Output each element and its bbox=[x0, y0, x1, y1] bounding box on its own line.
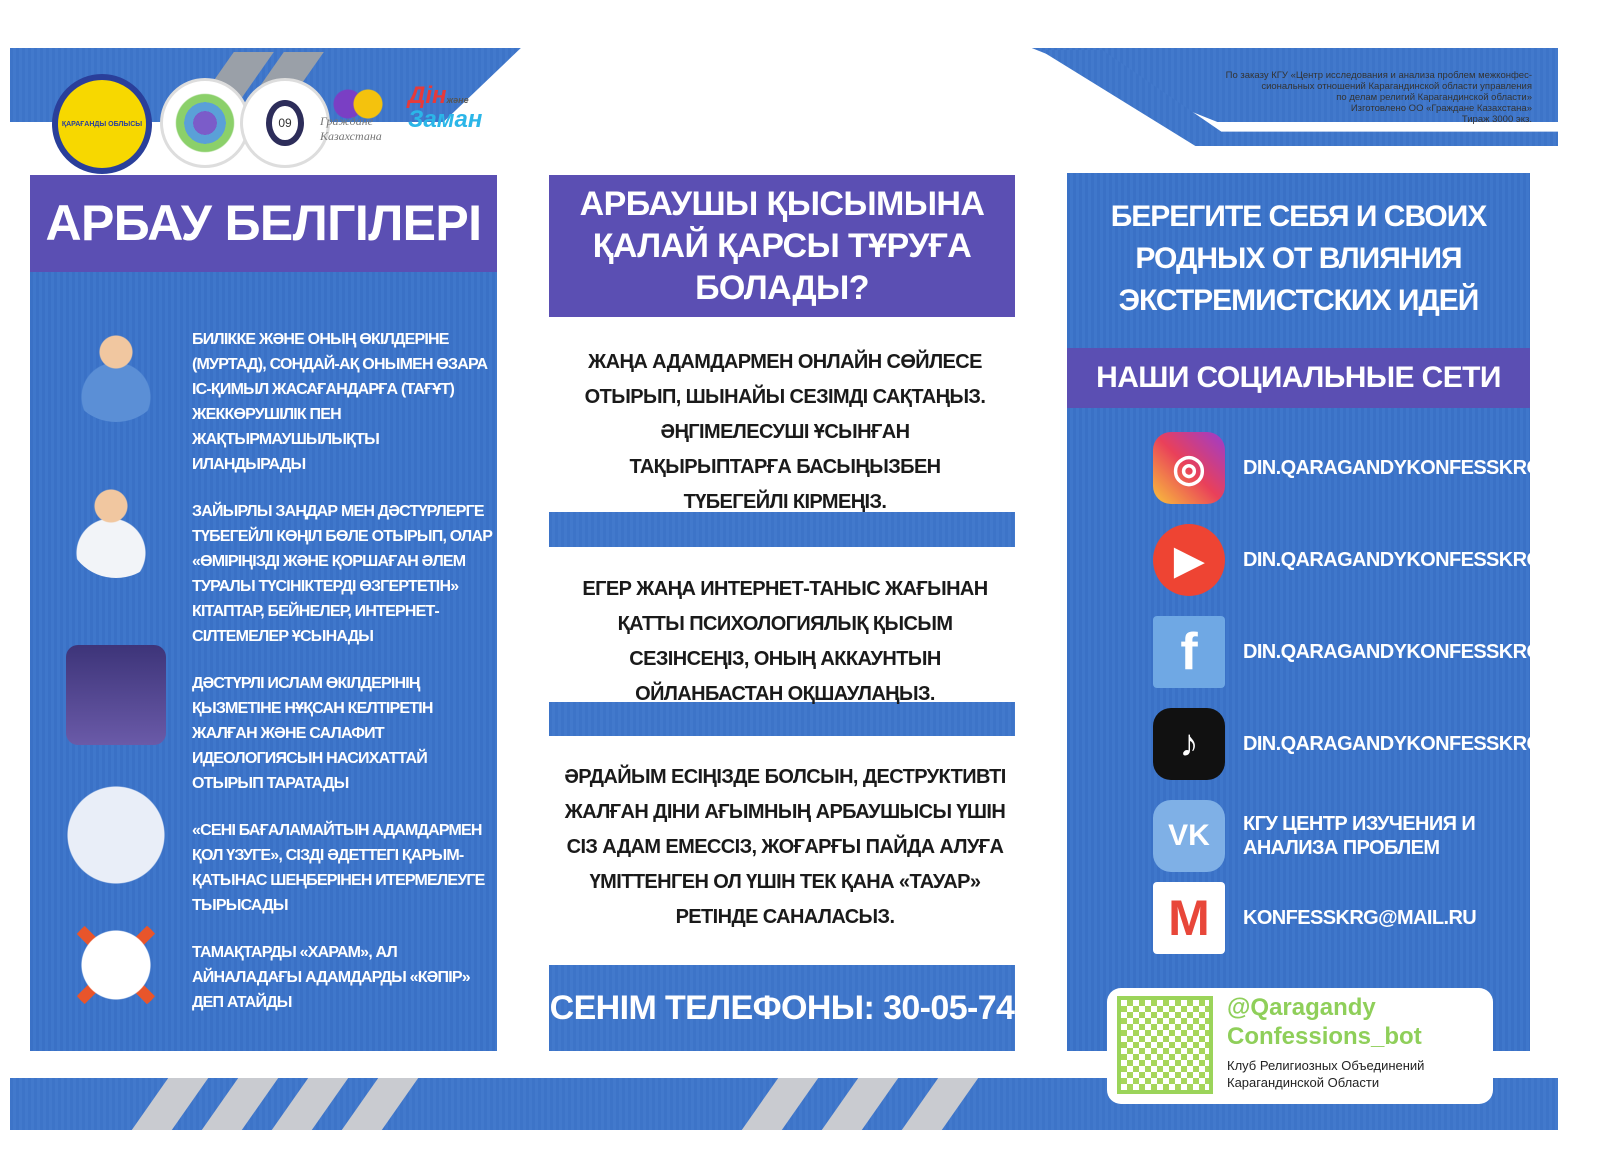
youtube-icon: ▶ bbox=[1153, 524, 1225, 596]
social-link-instagram[interactable]: ◎ DIN.QARAGANDYKONFESSKRG bbox=[1153, 432, 1541, 504]
left-title: АРБАУ БЕЛГІЛЕРІ bbox=[30, 175, 497, 272]
no-food-icon bbox=[66, 915, 166, 1015]
advice-block: ӘРДАЙЫМ ЕСІҢІЗДЕ БОЛСЫН, ДЕСТРУКТИВТІ ЖАЛҒАН ДІНИ АҒЫМНЫҢ АРБАУШЫСЫ ҮШІН СІЗ АДАМ ЕМЕССІЗ, ЖОҒАРҒЫ ПАЙДА АЛУҒА ҮМІТТЕНГЕН ОЛ ҮШІН ТЕК ҚАНА «ТАУАР» РЕТІНДЕ САНАЛАСЫЗ. bbox=[564, 766, 1006, 928]
karaganda-region-emblem: ҚАРАҒАНДЫ ОБЛЫСЫ bbox=[52, 74, 152, 174]
social-link-youtube[interactable]: ▶ DIN.QARAGANDYKONFESSKRG bbox=[1153, 524, 1541, 596]
social-link-facebook[interactable]: f DIN.QARAGANDYKONFESSKRG bbox=[1153, 616, 1541, 688]
network-logo: 09 bbox=[240, 78, 330, 168]
family-illustration bbox=[66, 785, 166, 885]
social-link-email[interactable]: M KONFESSKRG@MAIL.RU bbox=[1153, 882, 1476, 954]
sign-item: ЗАЙЫРЛЫ ЗАҢДАР МЕН ДӘСТҮРЛЕРГЕ ТҮБЕГЕЙЛІ КӨҢІЛ БӨЛЕ ОТЫРЫП, ОЛАР «ӨМІРІҢІЗДІ ЖӘНЕ ҚОРШАҒАН ӘЛЕМ ТУРАЛЫ ТҮСІНІКТЕРДІ ӨЗГЕРТЕТІН» КІТАПТАР, БЕЙНЕЛЕР, ИНТЕРНЕТ-СІЛТЕМЕЛЕР ҰСЫНАДЫ bbox=[192, 503, 493, 645]
facebook-icon: f bbox=[1153, 616, 1225, 688]
bot-caption: Карагандинской Области bbox=[1227, 1075, 1380, 1090]
middle-title: АРБАУШЫ ҚЫСЫМЫНА ҚАЛАЙ ҚАРСЫ ТҰРУҒА БОЛАДЫ? bbox=[549, 175, 1015, 317]
sign-item: ДӘСТҮРЛІ ИСЛАМ ӨКІЛДЕРІНІҢ ҚЫЗМЕТІНЕ НҰҚСАН КЕЛТІРЕТІН ЖАЛҒАН ЖӘНЕ САЛАФИТ ИДЕОЛОГИЯСЫН НАСИХАТТАЙ ОТЫРЫП ТАРАТАДЫ bbox=[192, 675, 433, 792]
officer-illustration bbox=[66, 322, 166, 422]
gmail-icon: M bbox=[1153, 882, 1225, 954]
sign-item: «СЕНІ БАҒАЛАМАЙТЫН АДАМДАРМЕН ҚОЛ ҮЗУГЕ», СІЗДІ ӘДЕТТЕГІ ҚАРЫМ-ҚАТЫНАС ШЕҢБЕРІНЕН ИТЕРМЕЛЕУГЕ ТЫРЫСАДЫ bbox=[192, 822, 485, 914]
man-illustration bbox=[66, 478, 166, 578]
advice-block: ЖАҢА АДАМДАРМЕН ОНЛАЙН СӨЙЛЕСЕ ОТЫРЫП, ШЫНАЙЫ СЕЗІМДІ САҚТАҢЫЗ. ӘҢГІМЕЛЕСУШІ ҰСЫНҒАН ТАҚЫРЫПТАРҒА БАСЫҢЫЗБЕН ТҮБЕГЕЙЛІ КІРМЕҢІЗ. bbox=[584, 351, 986, 513]
sign-item: ТАМАҚТАРДЫ «ХАРАМ», АЛ АЙНАЛАДАҒЫ АДАМДАРДЫ «КӘПІР» ДЕП АТАЙДЫ bbox=[192, 944, 470, 1011]
trust-phone: СЕНІМ ТЕЛЕФОНЫ: 30-05-74 bbox=[549, 965, 1015, 1051]
imprint: По заказу КГУ «Центр исследования и анализа проблем межконфес- сиональных отношений Карагандинской области управления по делам религий Карагандинской области» Изготовлено ОО «Граждане Казахстана» Тираж 3000 экз. bbox=[1225, 70, 1532, 125]
social-title: НАШИ СОЦИАЛЬНЫЕ СЕТИ bbox=[1067, 348, 1530, 408]
bot-card[interactable] bbox=[1107, 988, 1493, 1104]
signs-list bbox=[192, 327, 494, 1015]
din-zaman-logo: Дінжәне Заман bbox=[408, 82, 483, 133]
qr-code bbox=[1117, 996, 1213, 1094]
tiktok-icon: ♪ bbox=[1153, 708, 1225, 780]
sign-item: БИЛІККЕ ЖӘНЕ ОНЫҢ ӨКІЛДЕРІНЕ (МУРТАД), СОНДАЙ-АҚ ОНЫМЕН ӨЗАРА ІС-ҚИМЫЛ ЖАСАҒАНДАРҒА (ТАҒҰТ) ЖЕККӨРУШІЛІК ПЕН ЖАҚТЫРМАУШЫЛЫҚТЫ ИЛАНДЫРАДЫ bbox=[192, 331, 488, 473]
right-title: БЕРЕГИТЕ СЕБЯ И СВОИХ РОДНЫХ ОТ ВЛИЯНИЯ ЭКСТРЕМИСТСКИХ ИДЕЙ bbox=[1110, 200, 1487, 317]
instagram-icon: ◎ bbox=[1153, 432, 1225, 504]
bot-caption: Клуб Религиозных Объединений bbox=[1227, 1058, 1425, 1073]
ornament-logo bbox=[160, 78, 250, 168]
advice-block: ЕГЕР ЖАҢА ИНТЕРНЕТ-ТАНЫС ЖАҒЫНАН ҚАТТЫ ПСИХОЛОГИЯЛЫҚ ҚЫСЫМ СЕЗІНСЕҢІЗ, ОНЫҢ АККАУНТЫН ОЙЛАНБАСТАН ОҚШАУЛАҢЫЗ. bbox=[582, 578, 988, 705]
citizens-kazakhstan-logo: Граждане Казахстана bbox=[320, 86, 400, 146]
vk-icon: VK bbox=[1153, 800, 1225, 872]
prayer-illustration bbox=[66, 645, 166, 745]
social-link-tiktok[interactable]: ♪ DIN.QARAGANDYKONFESSKRG bbox=[1153, 708, 1541, 780]
bot-handle: @Qaragandy bbox=[1227, 994, 1376, 1021]
bot-handle: Confessions_bot bbox=[1227, 1023, 1422, 1050]
social-link-vk[interactable]: VK КГУ ЦЕНТР ИЗУЧЕНИЯ И АНАЛИЗА ПРОБЛЕМ bbox=[1153, 800, 1483, 872]
